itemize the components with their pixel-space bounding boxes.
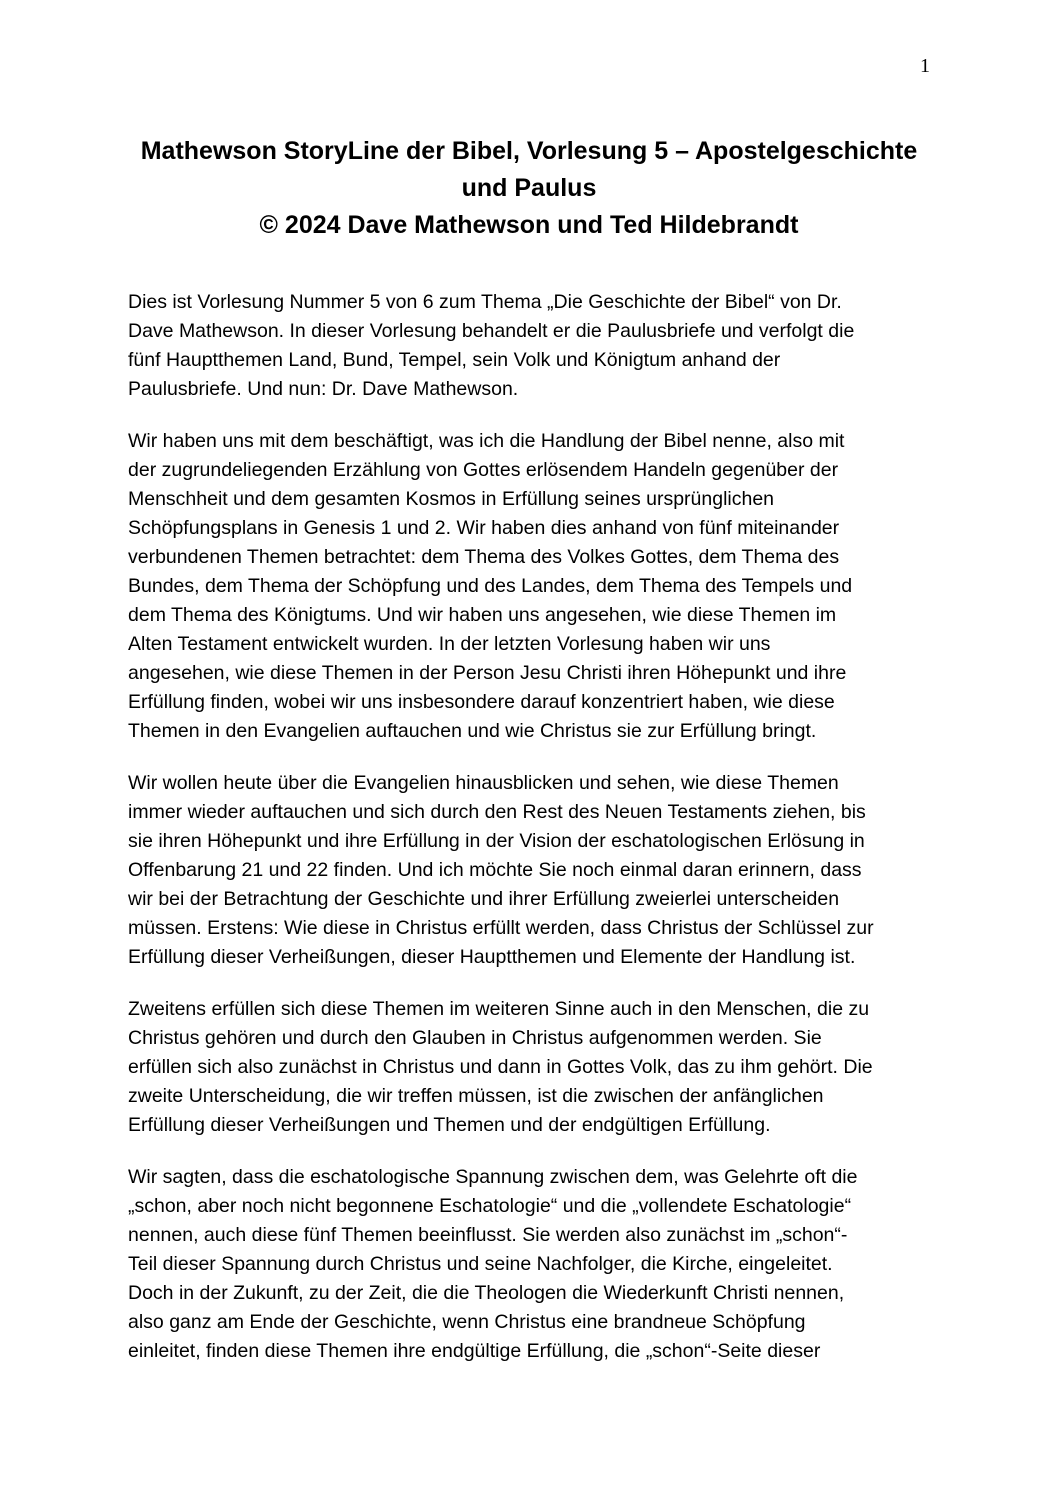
- text-line: Doch in der Zukunft, zu der Zeit, die die Theologen die Wiederkunft Christi nennen,: [128, 1282, 845, 1304]
- text-line: Dave Mathewson. In dieser Vorlesung behandelt er die Paulusbriefe und verfolgt die: [128, 320, 855, 342]
- text-line: Wir haben uns mit dem beschäftigt, was ich die Handlung der Bibel nenne, also mit: [128, 430, 845, 452]
- text-line: Erfüllung dieser Verheißungen und Themen und der endgültigen Erfüllung.: [128, 1114, 771, 1136]
- text-line: sie ihren Höhepunkt und ihre Erfüllung in der Vision der eschatologischen Erlösung in: [128, 830, 865, 852]
- document-body: [128, 288, 930, 1366]
- title-line-2: und Paulus: [461, 174, 597, 202]
- copyright-line: © 2024 Dave Mathewson und Ted Hildebrandt: [259, 211, 799, 239]
- text-line: nennen, auch diese fünf Themen beeinflusst. Sie werden also zunächst im „schon“-: [128, 1224, 848, 1246]
- text-line: Wir wollen heute über die Evangelien hinausblicken und sehen, wie diese Themen: [128, 772, 839, 794]
- text-line: erfüllen sich also zunächst in Christus und dann in Gottes Volk, das zu ihm gehört. Die: [128, 1056, 873, 1078]
- paragraph: [128, 427, 930, 746]
- text-line: Menschheit und dem gesamten Kosmos in Erfüllung seines ursprünglichen: [128, 488, 775, 510]
- text-line: der zugrundeliegenden Erzählung von Gottes erlösendem Handeln gegenüber der: [128, 459, 839, 481]
- text-line: dem Thema des Königtums. Und wir haben uns angesehen, wie diese Themen im: [128, 604, 837, 626]
- text-line: Paulusbriefe. Und nun: Dr. Dave Mathewson.: [128, 378, 519, 400]
- text-line: Alten Testament entwickelt wurden. In der letzten Vorlesung haben wir uns: [128, 633, 771, 655]
- text-line: verbundenen Themen betrachtet: dem Thema des Volkes Gottes, dem Thema des: [128, 546, 840, 568]
- text-line: Zweitens erfüllen sich diese Themen im weiteren Sinne auch in den Menschen, die zu: [128, 998, 870, 1020]
- text-line: fünf Hauptthemen Land, Bund, Tempel, sein Volk und Königtum anhand der: [128, 349, 781, 371]
- text-line: Teil dieser Spannung durch Christus und seine Nachfolger, die Kirche, eingeleitet.: [128, 1253, 833, 1275]
- text-line: Schöpfungsplans in Genesis 1 und 2. Wir haben dies anhand von fünf miteinander: [128, 517, 840, 539]
- paragraph: [128, 995, 930, 1140]
- text-line: zweite Unterscheidung, die wir treffen müssen, ist die zwischen der anfänglichen: [128, 1085, 824, 1107]
- text-line: Dies ist Vorlesung Nummer 5 von 6 zum Thema „Die Geschichte der Bibel“ von Dr.: [128, 291, 842, 313]
- paragraph: [128, 1163, 930, 1366]
- text-line: Offenbarung 21 und 22 finden. Und ich möchte Sie noch einmal daran erinnern, dass: [128, 859, 862, 881]
- text-line: Bundes, dem Thema der Schöpfung und des Landes, dem Thema des Tempels und: [128, 575, 853, 597]
- text-line: „schon, aber noch nicht begonnene Eschatologie“ und die „vollendete Eschatologie“: [128, 1195, 852, 1217]
- text-line: also ganz am Ende der Geschichte, wenn Christus eine brandneue Schöpfung: [128, 1311, 806, 1333]
- text-line: Erfüllung dieser Verheißungen, dieser Hauptthemen und Elemente der Handlung ist.: [128, 946, 856, 968]
- text-line: einleitet, finden diese Themen ihre endgültige Erfüllung, die „schon“-Seite dieser: [128, 1340, 821, 1362]
- text-line: angesehen, wie diese Themen in der Person Jesu Christi ihren Höhepunkt und ihre: [128, 662, 847, 684]
- text-line: Wir sagten, dass die eschatologische Spannung zwischen dem, was Gelehrte oft die: [128, 1166, 858, 1188]
- title-line-1: Mathewson StoryLine der Bibel, Vorlesung 5 – Apostelgeschichte: [140, 137, 918, 165]
- text-line: Erfüllung finden, wobei wir uns insbesondere darauf konzentriert haben, wie diese: [128, 691, 835, 713]
- paragraph: [128, 769, 930, 972]
- text-line: Christus gehören und durch den Glauben in Christus aufgenommen werden. Sie: [128, 1027, 822, 1049]
- text-line: wir bei der Betrachtung der Geschichte und ihrer Erfüllung zweierlei unterscheiden: [128, 888, 840, 910]
- page-number: 1: [920, 55, 930, 77]
- document-title: [0, 0, 1058, 244]
- text-line: müssen. Erstens: Wie diese in Christus erfüllt werden, dass Christus der Schlüssel zur: [128, 917, 874, 939]
- text-line: Themen in den Evangelien auftauchen und wie Christus sie zur Erfüllung bringt.: [128, 720, 817, 742]
- text-line: immer wieder auftauchen und sich durch den Rest des Neuen Testaments ziehen, bis: [128, 801, 866, 823]
- paragraph: [128, 288, 930, 404]
